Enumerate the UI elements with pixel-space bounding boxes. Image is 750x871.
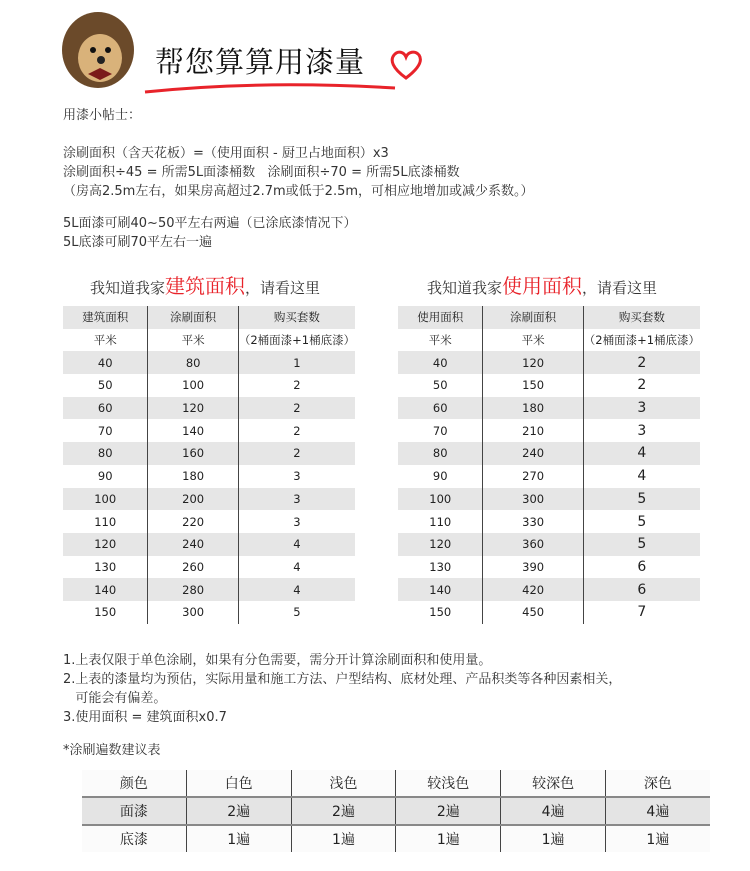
table-cell: 220 <box>148 510 238 533</box>
table-cell: 140 <box>398 578 483 601</box>
table-cell: 平米 <box>398 329 483 352</box>
table-cell: 1遍 <box>186 825 291 852</box>
table-cell: 240 <box>483 442 583 465</box>
table-row <box>63 533 355 556</box>
note-line: 3.使用面积 = 建筑面积x0.7 <box>63 710 227 725</box>
tip-line: 涂刷面积÷45 = 所需5L面漆桶数 涂刷面积÷70 = 所需5L底漆桶数 <box>63 165 460 180</box>
table-row <box>398 465 700 488</box>
table-row <box>398 488 700 511</box>
caption-highlight: 建筑面积 <box>165 274 246 298</box>
table-cell: 2 <box>238 419 355 442</box>
table-cell: 4 <box>238 533 355 556</box>
table-cell: 1遍 <box>396 825 501 852</box>
table-cell: 210 <box>483 419 583 442</box>
table-row <box>398 442 700 465</box>
table-cell: 平米 <box>148 329 238 352</box>
coats-table <box>82 770 710 852</box>
table-cell: （2桶面漆+1桶底漆） <box>583 329 700 352</box>
table-cell: 60 <box>398 397 483 420</box>
table-row <box>63 488 355 511</box>
table-cell: 80 <box>398 442 483 465</box>
table-cell: 240 <box>148 533 238 556</box>
table-cell: 2遍 <box>291 797 396 825</box>
table-cell: 6 <box>583 578 700 601</box>
table-cell: 颜色 <box>82 770 186 797</box>
table-cell: 130 <box>63 556 148 579</box>
table-row <box>398 351 700 374</box>
table-cell: 330 <box>483 510 583 533</box>
caption-text: 我知道我家 <box>90 279 166 297</box>
table-cell: 7 <box>583 601 700 624</box>
table-cell: 较浅色 <box>396 770 501 797</box>
table-cell: 40 <box>398 351 483 374</box>
table-cell: 110 <box>63 510 148 533</box>
table-cell: 360 <box>483 533 583 556</box>
usable-area-table <box>398 306 700 624</box>
table-cell: 140 <box>148 419 238 442</box>
tip-line: 5L面漆可刷40~50平左右两遍（已涂底漆情况下） <box>63 216 357 231</box>
table-cell: 4 <box>583 442 700 465</box>
table-cell: 90 <box>63 465 148 488</box>
table-cell: 50 <box>398 374 483 397</box>
table-cell: 平米 <box>63 329 148 352</box>
coats-table-title: *涂刷遍数建议表 <box>63 743 161 758</box>
note-line: 2.上表的漆量均为预估，实际用量和施工方法、户型结构、底材处理、产品积类等各种因素相关， <box>63 672 622 687</box>
table-cell: 建筑面积 <box>63 306 148 329</box>
table-cell: 深色 <box>605 770 709 797</box>
table-cell: 4遍 <box>501 797 606 825</box>
table-row <box>63 374 355 397</box>
table-row <box>398 578 700 601</box>
table-cell: 1 <box>238 351 355 374</box>
table-row <box>398 397 700 420</box>
table-cell: 2遍 <box>186 797 291 825</box>
underline-swoosh <box>140 70 400 100</box>
left-table-caption <box>90 270 320 299</box>
table-cell: 140 <box>63 578 148 601</box>
table-cell: 涂刷面积 <box>148 306 238 329</box>
table-cell: 260 <box>148 556 238 579</box>
table-cell: 120 <box>148 397 238 420</box>
table-cell: 2 <box>238 374 355 397</box>
table-row <box>82 797 710 825</box>
table-row <box>63 351 355 374</box>
table-cell: 3 <box>583 397 700 420</box>
table-cell: 60 <box>63 397 148 420</box>
table-cell: 200 <box>148 488 238 511</box>
table-cell: 平米 <box>483 329 583 352</box>
table-row <box>398 374 700 397</box>
table-cell: 280 <box>148 578 238 601</box>
table-row <box>398 533 700 556</box>
table-cell: 4遍 <box>605 797 709 825</box>
table-row <box>63 419 355 442</box>
table-header-row <box>63 329 355 352</box>
table-cell: 5 <box>583 488 700 511</box>
notes <box>63 651 621 727</box>
table-cell: 160 <box>148 442 238 465</box>
table-cell: 3 <box>583 419 700 442</box>
table-cell: 70 <box>63 419 148 442</box>
caption-text: ，请看这里 <box>582 279 658 297</box>
table-row <box>63 601 355 624</box>
table-cell: 150 <box>483 374 583 397</box>
tips-heading: 用漆小帖士： <box>63 108 142 123</box>
table-cell: 4 <box>583 465 700 488</box>
table-cell: 100 <box>63 488 148 511</box>
tips-formulas <box>63 144 534 201</box>
table-cell: 5 <box>238 601 355 624</box>
table-cell: 150 <box>63 601 148 624</box>
heart-icon <box>388 48 424 82</box>
table-header-row <box>82 770 710 797</box>
table-cell: 270 <box>483 465 583 488</box>
table-cell: 2 <box>238 442 355 465</box>
caption-text: 我知道我家 <box>427 279 503 297</box>
tip-line: 5L底漆可刷70平左右一遍 <box>63 235 213 250</box>
table-cell: 300 <box>148 601 238 624</box>
table-row <box>63 578 355 601</box>
table-cell: 6 <box>583 556 700 579</box>
table-cell: 180 <box>148 465 238 488</box>
table-cell: 3 <box>238 488 355 511</box>
tips-coverage <box>63 214 357 252</box>
table-cell: 购买套数 <box>583 306 700 329</box>
table-cell: 40 <box>63 351 148 374</box>
table-cell: 面漆 <box>82 797 186 825</box>
table-cell: 110 <box>398 510 483 533</box>
table-row <box>82 825 710 852</box>
table-row <box>63 510 355 533</box>
table-row <box>63 465 355 488</box>
table-cell: 100 <box>148 374 238 397</box>
caption-text: ，请看这里 <box>245 279 321 297</box>
table-cell: 390 <box>483 556 583 579</box>
table-cell: 2 <box>238 397 355 420</box>
tip-line: （房高2.5m左右，如果房高超过2.7m或低于2.5m，可相应地增加或减少系数。） <box>63 184 534 199</box>
table-cell: 120 <box>483 351 583 374</box>
table-cell: 1遍 <box>605 825 709 852</box>
table-cell: 白色 <box>186 770 291 797</box>
caption-highlight: 使用面积 <box>502 274 583 298</box>
table-row <box>63 442 355 465</box>
table-cell: 5 <box>583 510 700 533</box>
table-cell: 90 <box>398 465 483 488</box>
table-cell: 450 <box>483 601 583 624</box>
table-cell: 2 <box>583 351 700 374</box>
table-cell: 120 <box>63 533 148 556</box>
table-cell: 1遍 <box>291 825 396 852</box>
note-line: 1.上表仅限于单色涂刷，如果有分色需要，需分开计算涂刷面积和使用量。 <box>63 653 492 668</box>
table-cell: 50 <box>63 374 148 397</box>
table-row <box>63 397 355 420</box>
table-row <box>398 419 700 442</box>
building-area-table <box>63 306 355 624</box>
table-row <box>398 556 700 579</box>
table-cell: 420 <box>483 578 583 601</box>
table-cell: 300 <box>483 488 583 511</box>
table-cell: 3 <box>238 465 355 488</box>
note-line: 可能会有偏差。 <box>63 691 167 706</box>
table-cell: 2遍 <box>396 797 501 825</box>
table-header-row <box>398 306 700 329</box>
tip-line: 涂刷面积（含天花板）=（使用面积 - 厨卫占地面积）x3 <box>63 146 389 161</box>
hedgehog-mascot-icon <box>58 8 136 90</box>
table-row <box>398 601 700 624</box>
table-row <box>398 510 700 533</box>
table-row <box>63 556 355 579</box>
table-cell: 3 <box>238 510 355 533</box>
page-title: 帮您算算用漆量 <box>155 45 366 79</box>
table-cell: 180 <box>483 397 583 420</box>
table-cell: 浅色 <box>291 770 396 797</box>
table-cell: 底漆 <box>82 825 186 852</box>
table-cell: 涂刷面积 <box>483 306 583 329</box>
table-cell: 130 <box>398 556 483 579</box>
table-header-row <box>398 329 700 352</box>
table-cell: 4 <box>238 578 355 601</box>
table-cell: 80 <box>148 351 238 374</box>
table-cell: 120 <box>398 533 483 556</box>
table-cell: 购买套数 <box>238 306 355 329</box>
table-cell: 使用面积 <box>398 306 483 329</box>
table-header-row <box>63 306 355 329</box>
table-cell: 100 <box>398 488 483 511</box>
table-cell: 1遍 <box>501 825 606 852</box>
table-cell: 较深色 <box>501 770 606 797</box>
table-cell: （2桶面漆+1桶底漆） <box>238 329 355 352</box>
table-cell: 5 <box>583 533 700 556</box>
table-cell: 150 <box>398 601 483 624</box>
table-cell: 80 <box>63 442 148 465</box>
table-cell: 2 <box>583 374 700 397</box>
table-cell: 4 <box>238 556 355 579</box>
table-cell: 70 <box>398 419 483 442</box>
right-table-caption <box>427 270 657 299</box>
